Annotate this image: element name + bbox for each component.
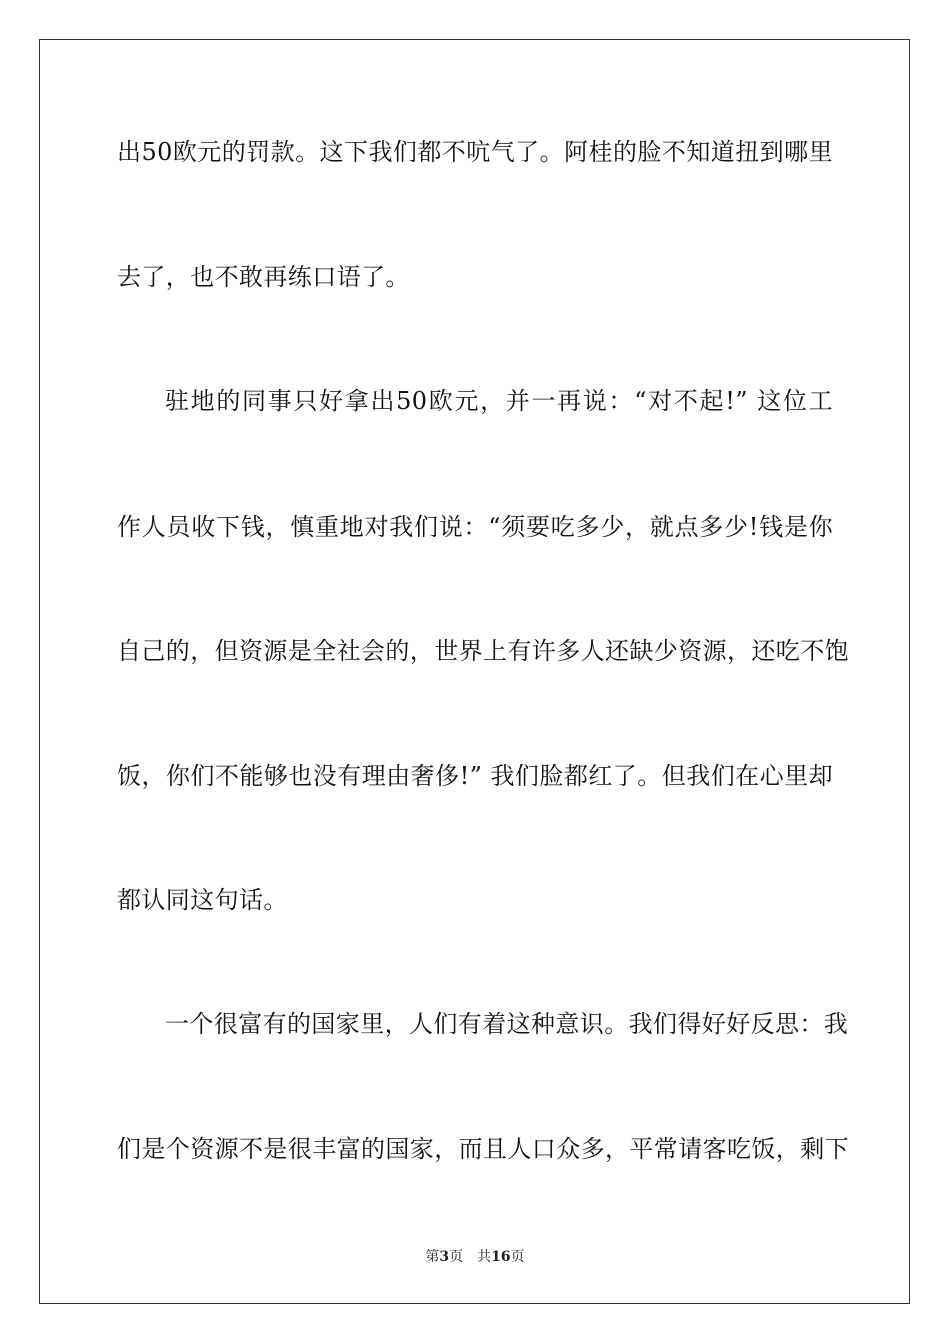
footer-page-number: 3 xyxy=(439,1249,450,1265)
paragraph-line-4: 作人员收下钱，慎重地对我们说：“须要吃多少，就点多少!钱是你 xyxy=(117,513,833,541)
paragraph-line-2: 去了，也不敢再练口语了。 xyxy=(117,263,410,291)
paragraph-line-1: 出50欧元的罚款。这下我们都不吭气了。阿桂的脸不知道扭到哪里 xyxy=(117,138,833,166)
paragraph-line-5: 自己的，但资源是全社会的，世界上有许多人还缺少资源，还吃不饱 xyxy=(117,637,849,665)
paragraph-line-9: 们是个资源不是很丰富的国家，而且人口众多，平常请客吃饭，剩下 xyxy=(117,1135,849,1163)
paragraph-line-8: 一个很富有的国家里，人们有着这种意识。我们得好好反思：我 xyxy=(165,1010,849,1038)
page-frame xyxy=(39,39,910,1304)
footer-total-pages: 16 xyxy=(491,1249,511,1265)
paragraph-line-7: 都认同这句话。 xyxy=(117,886,288,914)
footer-page-suffix: 页 xyxy=(449,1249,464,1265)
page-footer xyxy=(0,1248,950,1266)
paragraph-line-6: 饭，你们不能够也没有理由奢侈!” 我们脸都红了。但我们在心里却 xyxy=(117,762,833,790)
footer-total-suffix: 页 xyxy=(510,1249,525,1265)
footer-page-prefix: 第 xyxy=(425,1249,440,1265)
paragraph-line-3: 驻地的同事只好拿出50欧元，并一再说：“对不起!” 这位工 xyxy=(165,387,833,415)
footer-total-prefix: 共 xyxy=(477,1249,492,1265)
